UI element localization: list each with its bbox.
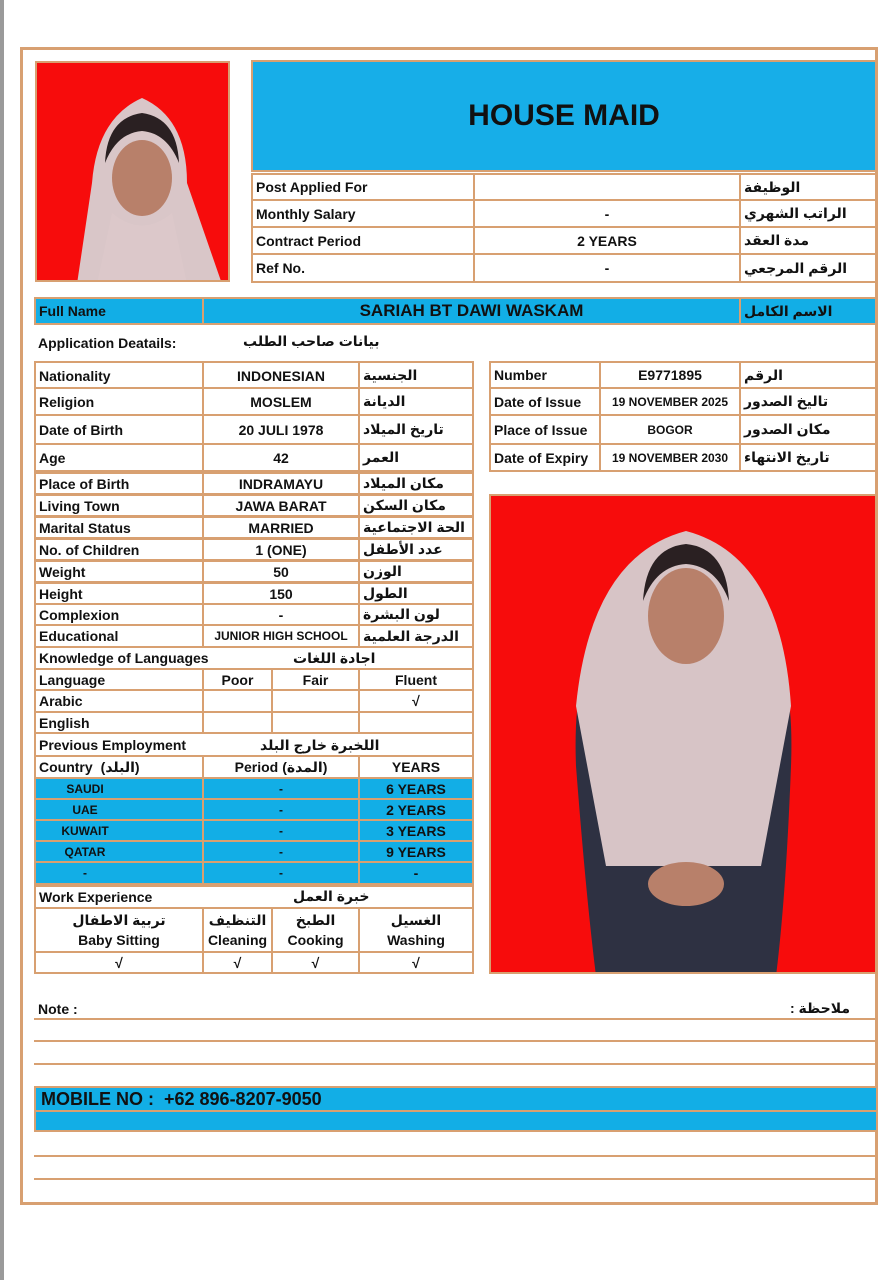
skill-check: √ — [202, 951, 273, 974]
lang-english-name: English — [34, 711, 204, 734]
mobile-label: MOBILE NO : — [41, 1088, 154, 1109]
personal-label: No. of Children — [34, 538, 204, 561]
emp-header-country-en: Country — [39, 759, 93, 775]
emp-years: 2 YEARS — [358, 798, 474, 821]
emp-header-period — [202, 755, 360, 779]
emp-period: - — [202, 819, 360, 842]
post-label-ar: الوظيفة — [739, 173, 877, 201]
work-title-ar: خبرة العمل — [293, 888, 370, 904]
emp-years: 9 YEARS — [358, 840, 474, 863]
skill-check: √ — [358, 951, 474, 974]
personal-value: 42 — [202, 443, 360, 472]
post-value — [473, 173, 741, 201]
application-label: Application Deatails: — [38, 335, 177, 351]
full-name-value: SARIAH BT DAWI WASKAM — [202, 297, 741, 325]
emp-country-pad — [132, 840, 204, 863]
personal-label: Date of Birth — [34, 414, 204, 445]
emp-country: UAE — [34, 798, 134, 821]
emp-country: SAUDI — [34, 777, 134, 800]
emp-period: - — [202, 861, 360, 885]
skill-header — [358, 907, 474, 953]
skill-header — [34, 907, 204, 953]
salary-value: - — [473, 199, 741, 228]
personal-label: Nationality — [34, 361, 204, 390]
personal-label: Living Town — [34, 494, 204, 517]
issue-date-label-ar: تاليخ الصدور — [739, 387, 877, 416]
personal-value: INDONESIAN — [202, 361, 360, 390]
full-name-label-ar: الاسم الكامل — [739, 297, 877, 325]
personal-label-ar: الديانة — [358, 387, 474, 416]
emp-years: - — [358, 861, 474, 885]
personal-value: INDRAMAYU — [202, 472, 360, 495]
issue-place-value: BOGOR — [599, 414, 741, 445]
mobile-number: +62 896-8207-9050 — [164, 1088, 322, 1109]
personal-value: JUNIOR HIGH SCHOOL — [202, 624, 360, 648]
lang-header-language: Language — [34, 668, 204, 691]
left-edge — [0, 0, 4, 1280]
emp-country-pad — [132, 819, 204, 842]
full-name-label: Full Name — [34, 297, 204, 325]
personal-value: 20 JULI 1978 — [202, 414, 360, 445]
lang-english-poor — [202, 711, 273, 734]
lang-arabic-poor — [202, 689, 273, 713]
emp-header-years: YEARS — [358, 755, 474, 779]
skill-label-ar: الغسيل — [390, 912, 442, 928]
skill-label-ar: الطبخ — [295, 912, 336, 928]
personal-label-ar: الدرجة العلمية — [358, 624, 474, 648]
emp-header-country — [34, 755, 204, 779]
work-title: Work Experience — [34, 885, 474, 909]
employment-title-ar: اللخبرة خارج البلد — [260, 737, 380, 753]
languages-title: Knowledge of Languages — [34, 646, 474, 670]
personal-label-ar: مكان السكن — [358, 494, 474, 517]
skill-check: √ — [271, 951, 360, 974]
personal-value: JAWA BARAT — [202, 494, 360, 517]
expiry-date-label-ar: تاريخ الانتهاء — [739, 443, 877, 472]
personal-label-ar: لون البشرة — [358, 603, 474, 626]
portrait-photo-large — [489, 494, 877, 974]
personal-label-ar: الحة الاجتماعية — [358, 516, 474, 539]
mobile-bar — [34, 1086, 878, 1132]
personal-label: Place of Birth — [34, 472, 204, 495]
emp-header-period-en: Period — [234, 759, 279, 775]
personal-label: Marital Status — [34, 516, 204, 539]
personal-label-ar: مكان الميلاد — [358, 472, 474, 495]
issue-place-label-ar: مكان الصدور — [739, 414, 877, 445]
note-line-2 — [34, 1040, 878, 1042]
salary-label-ar: الراتب الشهري — [739, 199, 877, 228]
personal-label-ar: عدد الأطفل — [358, 538, 474, 561]
mobile-text — [41, 1088, 322, 1110]
expiry-date-label: Date of Expiry — [489, 443, 601, 472]
passport-number-label-ar: الرقم — [739, 361, 877, 389]
personal-label: Age — [34, 443, 204, 472]
personal-label-ar: الوزن — [358, 560, 474, 583]
personal-label-ar: تاريخ الميلاد — [358, 414, 474, 445]
skill-header — [271, 907, 360, 953]
lang-arabic-name: Arabic — [34, 689, 204, 713]
portrait-photo-small — [35, 61, 230, 282]
ref-label: Ref No. — [251, 253, 475, 283]
lang-arabic-fluent: √ — [358, 689, 474, 713]
passport-number-value: E9771895 — [599, 361, 741, 389]
skill-label: Baby Sitting — [78, 932, 160, 948]
personal-value: 50 — [202, 560, 360, 583]
skill-check: √ — [34, 951, 204, 974]
full-body-figure — [491, 496, 877, 974]
skill-header — [202, 907, 273, 953]
personal-value: MOSLEM — [202, 387, 360, 416]
note-line-1 — [34, 1018, 878, 1020]
salary-label: Monthly Salary — [251, 199, 475, 228]
emp-years: 6 YEARS — [358, 777, 474, 800]
note-label-ar: ملاحظة : — [790, 1000, 851, 1016]
passport-number-label: Number — [489, 361, 601, 389]
skill-label: Cooking — [287, 932, 344, 948]
emp-header-period-ar: (المدة) — [282, 758, 328, 775]
personal-label-ar: الطول — [358, 582, 474, 605]
emp-period: - — [202, 798, 360, 821]
lang-english-fair — [271, 711, 360, 734]
skill-label: Cleaning — [207, 932, 268, 948]
emp-country-pad — [132, 798, 204, 821]
emp-period: - — [202, 777, 360, 800]
expiry-date-value: 19 NOVEMBER 2030 — [599, 443, 741, 472]
lang-header-poor: Poor — [202, 668, 273, 691]
emp-country: QATAR — [34, 840, 134, 863]
personal-label: Religion — [34, 387, 204, 416]
footer-line-1 — [34, 1155, 878, 1157]
personal-label-ar: الجنسية — [358, 361, 474, 390]
personal-value: MARRIED — [202, 516, 360, 539]
mobile-divider — [36, 1110, 876, 1112]
contract-label: Contract Period — [251, 226, 475, 255]
contract-value: 2 YEARS — [473, 226, 741, 255]
note-label: Note : — [38, 1001, 78, 1017]
personal-label: Educational — [34, 624, 204, 648]
ref-label-ar: الرقم المرجعي — [739, 253, 877, 283]
portrait-figure — [37, 63, 230, 282]
emp-country: KUWAIT — [34, 819, 134, 842]
lang-arabic-fair — [271, 689, 360, 713]
lang-header-fluent: Fluent — [358, 668, 474, 691]
document-title: HOUSE MAID — [251, 60, 877, 172]
emp-years: 3 YEARS — [358, 819, 474, 842]
post-label: Post Applied For — [251, 173, 475, 201]
skill-label-ar: تربية الاطفال — [72, 912, 166, 928]
personal-value: - — [202, 603, 360, 626]
personal-value: 150 — [202, 582, 360, 605]
application-label-ar: بيانات صاحب الطلب — [243, 333, 380, 349]
footer-line-2 — [34, 1178, 878, 1180]
personal-label-ar: العمر — [358, 443, 474, 472]
lang-english-fluent — [358, 711, 474, 734]
skill-label-ar: التنظيف — [208, 912, 267, 928]
note-line-3 — [34, 1063, 878, 1065]
emp-country-pad — [132, 861, 204, 885]
lang-header-fair: Fair — [271, 668, 360, 691]
emp-period: - — [202, 840, 360, 863]
emp-header-country-ar: (البلد) — [100, 758, 140, 775]
emp-country: - — [34, 861, 134, 885]
contract-label-ar: مدة العقد — [739, 226, 877, 255]
issue-date-value: 19 NOVEMBER 2025 — [599, 387, 741, 416]
emp-country-pad — [132, 777, 204, 800]
skill-label: Washing — [387, 932, 445, 948]
ref-value: - — [473, 253, 741, 283]
issue-date-label: Date of Issue — [489, 387, 601, 416]
employment-title: Previous Employment — [34, 732, 474, 757]
personal-label: Height — [34, 582, 204, 605]
issue-place-label: Place of Issue — [489, 414, 601, 445]
personal-value: 1 (ONE) — [202, 538, 360, 561]
personal-label: Weight — [34, 560, 204, 583]
personal-label: Complexion — [34, 603, 204, 626]
languages-title-ar: اجادة اللغات — [293, 650, 376, 666]
